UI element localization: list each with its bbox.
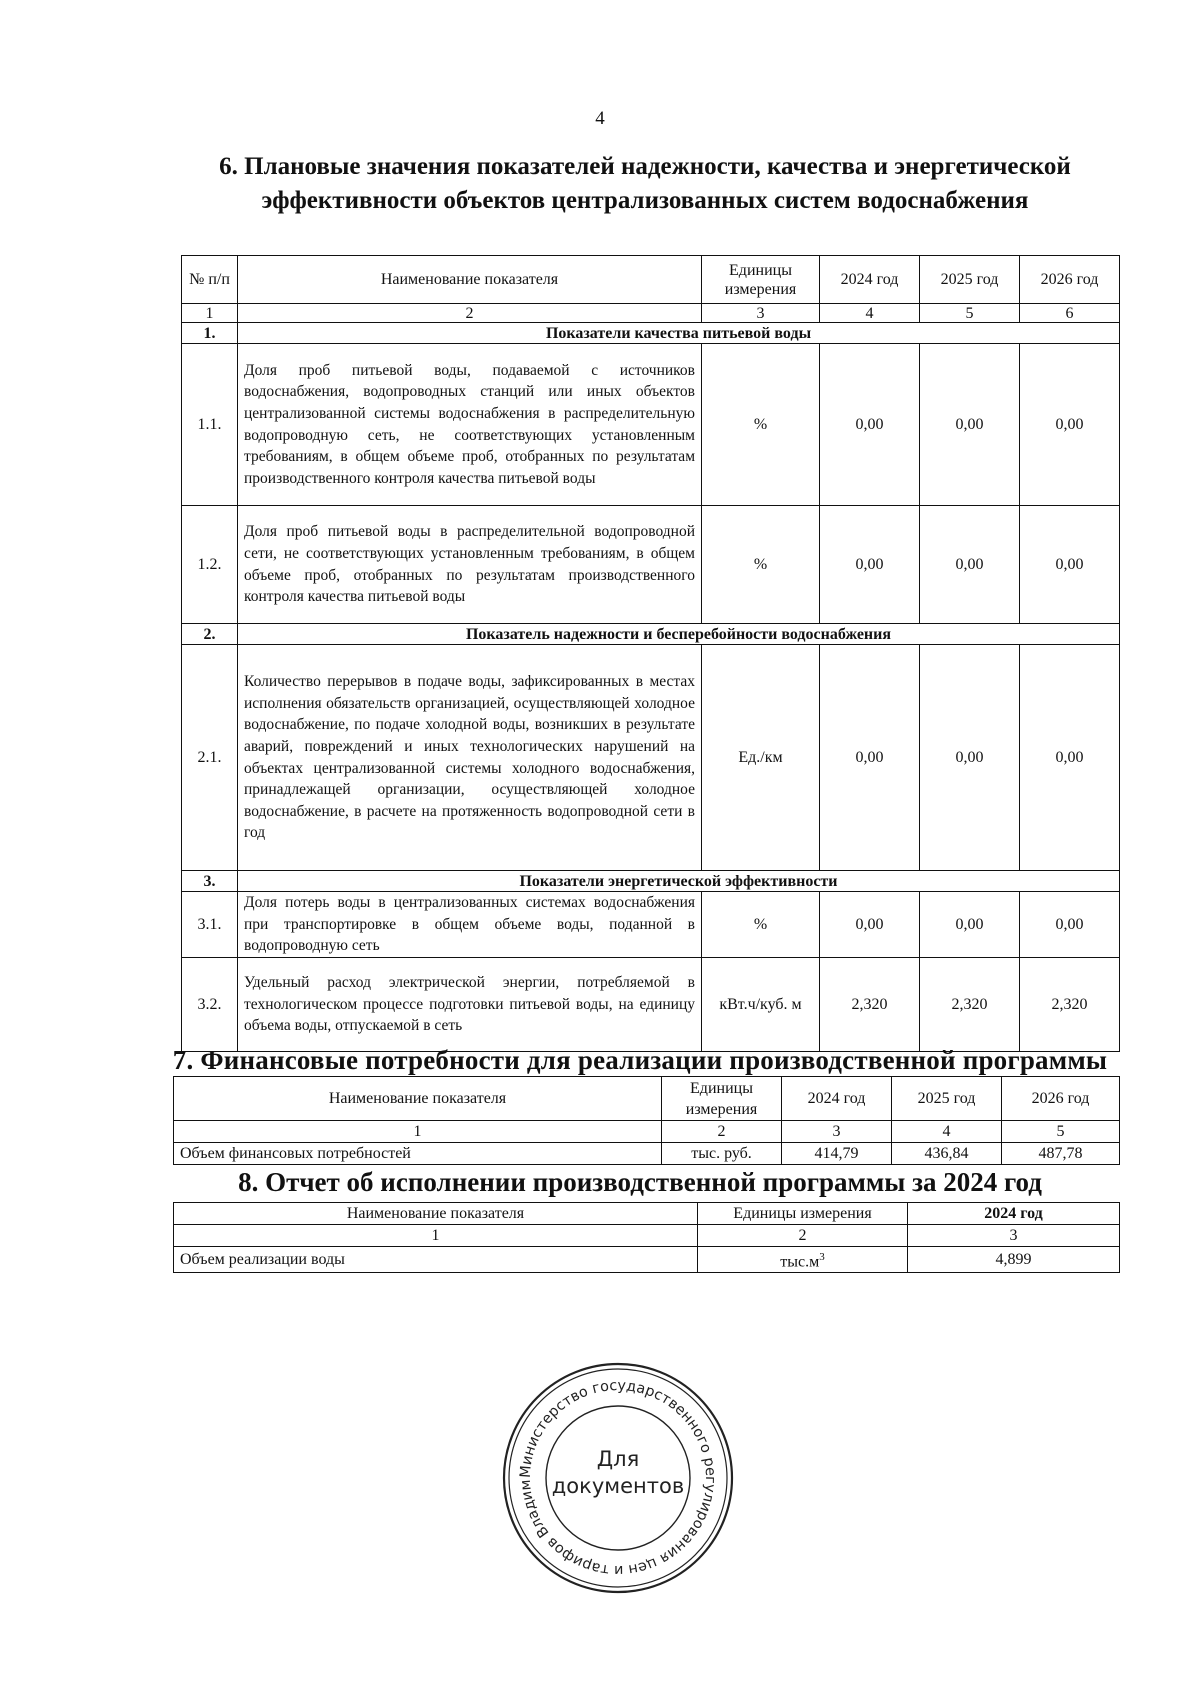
table-row [182,645,1120,871]
unit-cell: % [702,892,820,958]
col-number: 2 [662,1121,782,1143]
header-name: Наименование показателя [174,1077,662,1121]
value-2024: 0,00 [820,892,920,958]
indicators-table [181,255,1120,1052]
value-2024: 2,320 [820,958,920,1052]
header-2024: 2024 год [782,1077,892,1121]
value-2026: 0,00 [1020,645,1120,871]
table-header-row [174,1203,1120,1225]
indicator-name: Количество перерывов в подаче воды, зафиксированных в местах исполнения обязательств организацией, осуществляющей холодное водоснабжение, по подаче холодной воды, возникших в результате аварий, повреждений и иных технологических нарушений на объектах централизованной системы холодного водоснабжения, принадлежащей организации, осуществляющей холодное водоснабжение, в расчете на протяженность водопроводной сети в год [238,645,702,871]
value-2025: 0,00 [920,892,1020,958]
value-2025: 436,84 [892,1143,1002,1165]
section-number: 3. [182,871,238,892]
unit-cell [698,1247,908,1273]
header-2024: 2024 год [908,1203,1120,1225]
col-number: 5 [1002,1121,1120,1143]
header-unit: Единицы измерения [698,1203,908,1225]
row-number: 1.2. [182,506,238,624]
program-report-table [173,1202,1120,1273]
table-header-row [174,1077,1120,1121]
header-2024: 2024 год [820,256,920,304]
col-number: 5 [920,304,1020,323]
header-2026: 2026 год [1002,1077,1120,1121]
stamp-line-2: документов [551,1474,685,1498]
indicator-name: Доля потерь воды в централизованных системах водоснабжения при транспортировке в общем объеме воды, поданной в водопроводную сеть [238,892,702,958]
value-2024: 0,00 [820,506,920,624]
value-2024: 0,00 [820,344,920,506]
table-row [182,892,1120,958]
indicator-name: Доля проб питьевой воды, подаваемой с источников водоснабжения, водопроводных станций или иных объектов централизованной системы водоснабжения в распределительную водопроводную сеть, не соответствующих установленным требованиям, в общем объеме проб, отобранных по результатам производственного контроля качества питьевой воды [238,344,702,506]
header-unit: Единицы измерения [662,1077,782,1121]
value-2026: 2,320 [1020,958,1120,1052]
col-number: 3 [908,1225,1120,1247]
table-row [182,958,1120,1052]
row-number: 1.1. [182,344,238,506]
table-row [174,1143,1120,1165]
header-no: № п/п [182,256,238,304]
value-2024: 414,79 [782,1143,892,1165]
unit-cell: % [702,344,820,506]
stamp-ring-textpath: Министерство государственного регулирования цен и тарифов Владим [517,1377,719,1579]
row-number: 3.2. [182,958,238,1052]
column-number-row [174,1121,1120,1143]
value-2026: 0,00 [1020,892,1120,958]
col-number: 6 [1020,304,1120,323]
stamp-line-1: Для [596,1447,640,1471]
header-name: Наименование показателя [238,256,702,304]
header-2025: 2025 год [892,1077,1002,1121]
indicator-name: Доля проб питьевой воды в распределительной водопроводной сети, не соответствующих установленным требованиям, в общем объеме проб, отобранных по результатам производственного контроля качества питьевой воды [238,506,702,624]
col-number: 4 [820,304,920,323]
unit-cell: % [702,506,820,624]
section-8-title: 8. Отчет об исполнении производственной программы за 2024 год [238,1167,1042,1197]
indicator-name: Объем реализации воды [174,1247,698,1273]
section-number: 1. [182,323,238,344]
header-unit: Единицы измерения [702,256,820,304]
section-row [182,624,1120,645]
value-2024: 4,899 [908,1247,1120,1273]
value-2025: 0,00 [920,344,1020,506]
section-number: 2. [182,624,238,645]
value-2026: 487,78 [1002,1143,1120,1165]
value-2026: 0,00 [1020,344,1120,506]
section-row [182,323,1120,344]
section-title: Показатель надежности и бесперебойности водоснабжения [238,624,1120,645]
indicator-name: Объем финансовых потребностей [174,1143,662,1165]
col-number: 4 [892,1121,1002,1143]
col-number: 1 [174,1225,698,1247]
value-2026: 0,00 [1020,506,1120,624]
value-2024: 0,00 [820,645,920,871]
table-row [182,506,1120,624]
page-number: 4 [595,108,605,129]
header-2025: 2025 год [920,256,1020,304]
financial-needs-table [173,1076,1120,1165]
table-row [182,344,1120,506]
section-title: Показатели качества питьевой воды [238,323,1120,344]
section-row [182,871,1120,892]
col-number: 2 [238,304,702,323]
stamp-center-text [498,1446,738,1500]
unit-cell: Ед./км [702,645,820,871]
unit-text: тыс.м [780,1253,820,1271]
value-2025: 0,00 [920,506,1020,624]
value-2025: 0,00 [920,645,1020,871]
row-number: 2.1. [182,645,238,871]
col-number: 2 [698,1225,908,1247]
header-2026: 2026 год [1020,256,1120,304]
section-title: Показатели энергетической эффективности [238,871,1120,892]
column-number-row [182,304,1120,323]
col-number: 1 [182,304,238,323]
value-2025: 2,320 [920,958,1020,1052]
indicator-name: Удельный расход электрической энергии, потребляемой в технологическом процессе подготовки питьевой воды, на единицу объема воды, отпускаемой в сеть [238,958,702,1052]
table-row [174,1247,1120,1273]
unit-superscript: 3 [819,1251,825,1263]
row-number: 3.1. [182,892,238,958]
col-number: 1 [174,1121,662,1143]
column-number-row [174,1225,1120,1247]
col-number: 3 [782,1121,892,1143]
section-7-title: 7. Финансовые потребности для реализации производственной программы [172,1045,1108,1075]
section-6-title: 6. Плановые значения показателей надежности, качества и энергетической эффективности объектов централизованных систем водоснабжения [219,153,1071,214]
unit-cell: тыс. руб. [662,1143,782,1165]
col-number: 3 [702,304,820,323]
official-stamp [498,1358,738,1598]
unit-cell: кВт.ч/куб. м [702,958,820,1052]
table-header-row [182,256,1120,304]
header-name: Наименование показателя [174,1203,698,1225]
